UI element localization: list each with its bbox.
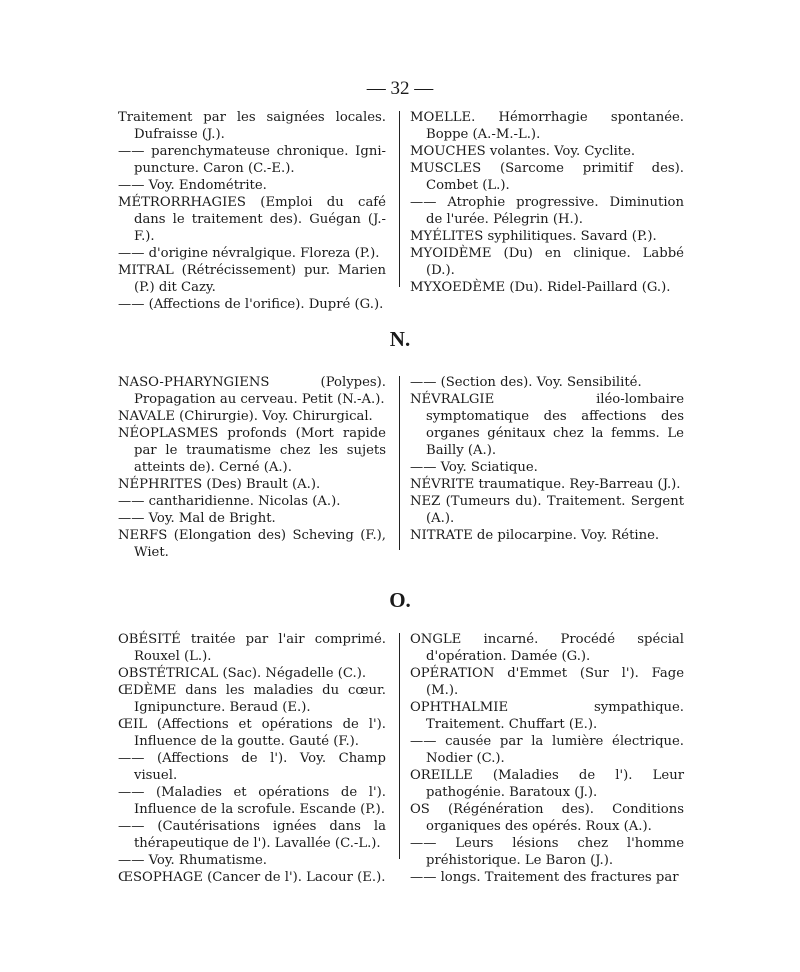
index-entry: NITRATE de pilocarpine. Voy. Rétine. [410,528,660,543]
index-entry: OPHTHALMIE sympathique. Traitement. Chuffart (E.). [410,700,684,732]
index-entry: —— d'origine névralgique. Floreza (P.). [118,246,380,261]
index-entry: NASO-PHARYNGIENS (Polypes). Propagation au cerveau. Petit (N.-A.). [118,375,386,407]
index-entry: NÉOPLASMES profonds (Mort rapide par le traumatisme chez les sujets atteints de). Cerné (A.). [118,426,386,475]
index-entry: NERFS (Elongation des) Scheving (F.), Wiet. [118,528,386,560]
index-entry: NEZ (Tumeurs du). Traitement. Sergent (A.). [410,494,684,526]
index-entry: OREILLE (Maladies de l'). Leur pathogénie. Baratoux (J.). [410,768,684,800]
index-entry: OBÉSITÉ traitée par l'air comprimé. Rouxel (L.). [118,632,386,664]
index-entry: —— Atrophie progressive. Diminution de l'urée. Pélegrin (H.). [410,195,684,227]
column-divider [399,111,400,287]
index-entry: —— Voy. Sciatique. [410,460,538,475]
index-entry: OPÉRATION d'Emmet (Sur l'). Fage (M.). [410,666,684,698]
index-entry: Traitement par les saignées locales. Dufraisse (J.). [118,110,386,142]
index-entry: —— longs. Traitement des fractures par [410,870,679,885]
column-divider [399,633,400,859]
index-entry: —— Leurs lésions chez l'homme préhistorique. Le Baron (J.). [410,836,684,868]
index-entry: —— Voy. Mal de Bright. [118,511,276,526]
index-entry: NAVALE (Chirurgie). Voy. Chirurgical. [118,409,373,424]
index-entry: —— (Affections de l'). Voy. Champ visuel. [118,751,386,783]
index-entry: MUSCLES (Sarcome primitif des). Combet (L.). [410,161,684,193]
index-entry: MITRAL (Rétrécissement) pur. Marien (P.) dit Cazy. [118,263,386,295]
section-m [118,109,684,312]
right-column [410,374,684,544]
index-entry: MOUCHES volantes. Voy. Cyclite. [410,144,636,159]
index-entry: MYOIDÈME (Du) en clinique. Labbé (D.). [410,246,684,278]
index-entry: ŒIL (Affections et opérations de l'). Influence de la goutte. Gauté (F.). [118,717,386,749]
index-entry: —— (Cautérisations ignées dans la thérapeutique de l'). Lavallée (C.-L.). [118,819,386,851]
index-entry: —— Voy. Rhumatisme. [118,853,267,868]
index-entry: OS (Régénération des). Conditions organiques des opérés. Roux (A.). [410,802,684,834]
index-entry: MYÉLITES syphilitiques. Savard (P.). [410,229,657,244]
column-divider [399,376,400,550]
right-column [410,631,684,886]
section-o [118,631,684,885]
right-column [410,109,684,296]
index-entry: —— (Section des). Voy. Sensibilité. [410,375,642,390]
index-entry: OBSTÉTRICAL (Sac). Négadelle (C.). [118,666,367,681]
section-letter-n: N. [389,327,411,351]
index-entry: ŒDÈME dans les maladies du cœur. Ignipuncture. Beraud (E.). [118,683,386,715]
index-entry: ŒSOPHAGE (Cancer de l'). Lacour (E.). [118,870,386,885]
left-column [118,109,386,313]
section-letter-o: O. [389,588,411,612]
section-n [118,374,684,560]
index-entry: MOELLE. Hémorrhagie spontanée. Boppe (A.-M.-L.). [410,110,684,142]
index-entry: NÉVRITE traumatique. Rey-Barreau (J.). [410,477,681,492]
left-column [118,374,386,561]
index-entry: —— causée par la lumière électrique. Nodier (C.). [410,734,684,766]
index-entry: MYXOEDÈME (Du). Ridel-Paillard (G.). [410,280,671,295]
index-entry: —— parenchymateuse chronique. Igni-puncture. Caron (C.-E.). [118,144,386,176]
index-entry: —— (Maladies et opérations de l'). Influence de la scrofule. Escande (P.). [118,785,386,817]
index-entry: MÉTRORRHAGIES (Emploi du café dans le traitement des). Guégan (J.-F.). [118,195,386,244]
index-entry: —— (Affections de l'orifice). Dupré (G.). [118,297,384,312]
index-entry: —— cantharidienne. Nicolas (A.). [118,494,341,509]
index-entry: NÉVRALGIE iléo-lombaire symptomatique des affections des organes génitaux chez la femms. Le Bailly (A.). [410,392,684,458]
left-column [118,631,386,886]
index-entry: NÉPHRITES (Des) Brault (A.). [118,477,321,492]
index-entry: —— Voy. Endométrite. [118,178,267,193]
index-entry: ONGLE incarné. Procédé spécial d'opération. Damée (G.). [410,632,684,664]
page-number: — 32 — [366,78,434,99]
